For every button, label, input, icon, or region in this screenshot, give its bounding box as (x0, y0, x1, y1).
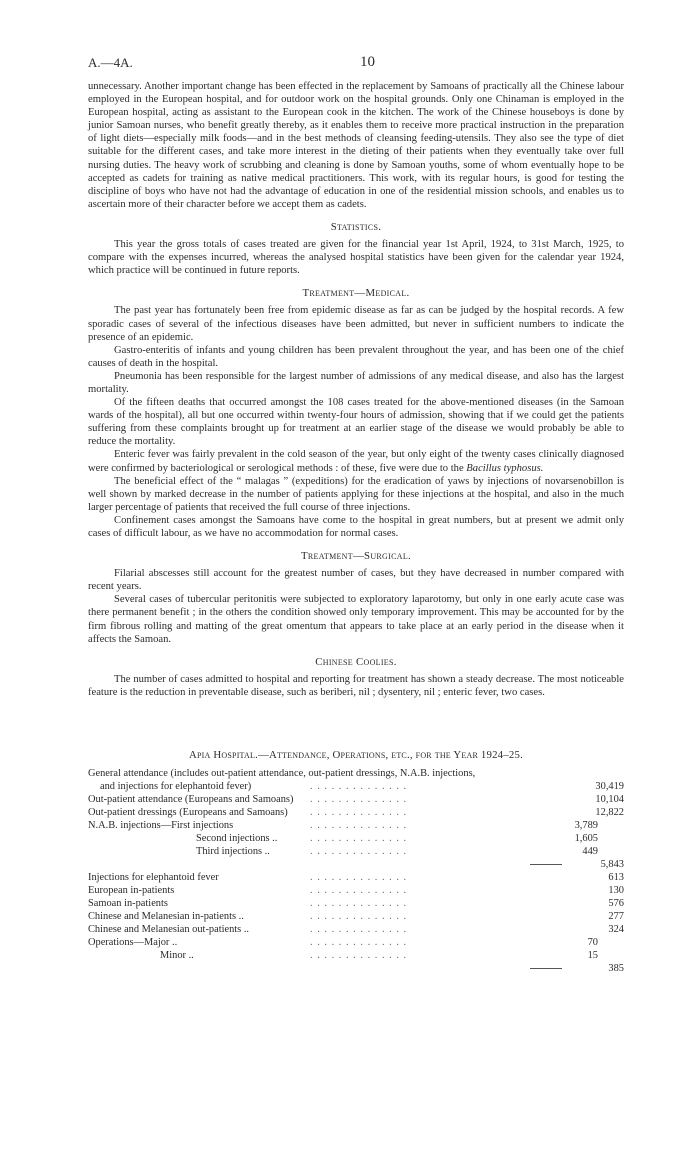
paragraph-medical-2: Gastro-enteritis of infants and young children has been prevalent throughout the year, and has been one of the chief causes of death in the hospital. (88, 344, 624, 369)
table-total-value: 130 (608, 885, 624, 896)
section-heading-medical: Treatment—Medical. (302, 287, 410, 300)
table-total-value: 5,843 (600, 859, 624, 870)
paragraph-medical-4: Of the fifteen deaths that occurred amongst the 108 cases treated for the above-mentioned diseases (in the Samoan wards of the hospital), all but one occurred within twenty-four hours of admission, showing that if we could get the patients suffering from these complaints brought up for treatment at an earlier stage of the disease we would probably be able to reduce the mortality. (88, 397, 624, 448)
table-row (88, 949, 624, 962)
table-row-label: Chinese and Melanesian in-patients .. (88, 911, 244, 922)
table-row (88, 910, 624, 923)
paragraph-statistics: This year the gross totals of cases treated are given for the financial year 1st April, 1924, to 31st March, 1925, to compare with the expenses incurred, whereas the analysed hospital statistics have been given for the calendar year 1924, which practice will be continued in future reports. (88, 239, 624, 277)
table-row-label: and injections for elephantoid fever) (100, 781, 252, 792)
table-total-value: 277 (608, 911, 624, 922)
table-row (88, 897, 624, 910)
paragraph-medical-3: Pneumonia has been responsible for the largest number of admissions of any medical disease, and also has the largest mortality. (88, 370, 624, 395)
leader-dots: . . . . . . . . . . . . . . (310, 794, 408, 805)
table-row-label: Chinese and Melanesian out-patients .. (88, 924, 250, 935)
leader-dots: . . . . . . . . . . . . . . (310, 820, 408, 831)
table-total-value: 30,419 (595, 781, 624, 792)
paragraph-coolies: The number of cases admitted to hospital and reporting for treatment has shown a steady decrease. The most noticeable feature is the reduction in preventable disease, such as beriberi, nil ; dysentery, nil ; enteric fever, two cases. (88, 673, 624, 698)
leader-dots: . . . . . . . . . . . . . . (310, 781, 408, 792)
table-row-label: N.A.B. injections—First injections (88, 820, 234, 831)
table-row (88, 767, 624, 780)
attendance-table (88, 749, 624, 975)
bacillus-name: Bacillus typhosus. (466, 462, 544, 474)
table-row (88, 845, 624, 858)
table-subtotal-value: 70 (587, 937, 598, 948)
paragraph-medical-6: The beneficial effect of the “ malagas ” (expeditions) for the eradication of yaws by injections of novarsenobillon is well shown by marked decrease in the number of patients applying for these injections at the hospital, and also in the much larger percentage of patients that received the full course of three injections. (88, 475, 624, 513)
table-row-label: Minor .. (160, 950, 194, 961)
table-row-label: European in-patients (88, 885, 175, 896)
table-total-value: 613 (608, 872, 624, 883)
table-row-label: Out-patient attendance (Europeans and Samoans) (88, 794, 294, 805)
leader-dots: . . . . . . . . . . . . . . (310, 924, 408, 935)
leader-dots: . . . . . . . . . . . . . . (310, 885, 408, 896)
subtotal-rule (530, 968, 562, 969)
table-rows (88, 780, 624, 975)
page-number: 10 (360, 54, 375, 70)
table-total-value: 10,104 (595, 794, 624, 805)
leader-dots: . . . . . . . . . . . . . . (310, 898, 408, 909)
table-row-label: Injections for elephantoid fever (88, 872, 219, 883)
table-row (88, 884, 624, 897)
table-subtotal-value: 15 (587, 950, 598, 961)
table-row (88, 819, 624, 832)
table-row (88, 780, 624, 793)
table-subtotal-value: 1,605 (574, 833, 598, 844)
paragraph-continued: unnecessary. Another important change has been effected in the replacement by Samoans of practically all the Chinese labour employed in the European hospital, and for outdoor work on the hospital grounds. Only one Chinaman is employed in the European hospital, acting as assistant to the European cook in the kitchen. The work of the Chinese houseboys is done by junior Samoan nurses, who benefit greatly thereby, as it enables them to receive more practical instruction in the preparation of light diets—especially milk foods—and in the best methods of cleansing feeding-utensils. They also see the type of diet suitable for the different cases, and take more interest in the dieting of their patients when they eventually take over full nursing duties. The heavy work of scrubbing and cleaning is done by Samoan youths, some of whom eventually hope to be accepted as cadets for training as native medical practitioners. This work, with its regular hours, is good for testing the discipline of boys who have not had the advantage of education in one of the residential mission schools, and enables us to ascertain more of their character before we accept them as cadets. (88, 81, 624, 210)
table-row (88, 936, 624, 949)
section-heading-surgical: Treatment—Surgical. (300, 550, 411, 563)
leader-dots: . . . . . . . . . . . . . . (310, 846, 408, 857)
leader-dots: . . . . . . . . . . . . . . (310, 950, 408, 961)
table-subtotal-value: 3,789 (574, 820, 598, 831)
paragraph-medical-7: Confinement cases amongst the Samoans have come to the hospital in great numbers, but at present we admit only cases of difficult labour, as we have no accommodation for normal cases. (88, 514, 624, 539)
leader-dots: . . . . . . . . . . . . . . (310, 833, 408, 844)
table-total-value: 12,822 (595, 807, 624, 818)
leader-dots: . . . . . . . . . . . . . . (310, 911, 408, 922)
table-row (88, 962, 624, 975)
table-row-label: Samoan in-patients (88, 898, 168, 909)
paragraph-surgical-2: Several cases of tubercular peritonitis were subjected to exploratory laparotomy, but only in one early acute case was there permanent benefit ; in the others the condition showed only temporary improvement. This may be accounted for by the firm fibrous rolling and matting of the great omentum that appears to take place at an early period in the disease when it affects the Samoan. (88, 594, 624, 645)
table-row-label: Out-patient dressings (Europeans and Samoans) (88, 807, 288, 818)
paragraph-surgical-1: Filarial abscesses still account for the greatest number of cases, but they have decreased in number compared with recent years. (88, 568, 624, 593)
leader-dots: . . . . . . . . . . . . . . (310, 807, 408, 818)
report-reference: A.—4A. (88, 55, 133, 70)
document-body (88, 80, 624, 699)
table-row (88, 806, 624, 819)
table-row-label: General attendance (includes out-patient attendance, out-patient dressings, N.A.B. injections, (88, 768, 476, 779)
table-row (88, 858, 624, 871)
page-header (88, 55, 624, 73)
paragraph-medical-1: The past year has fortunately been free from epidemic disease as far as can be judged by the hospital records. A few sporadic cases of several of the infectious diseases have been admitted, but never in sufficient numbers to indicate the presence of an epidemic. (88, 305, 624, 343)
leader-dots: . . . . . . . . . . . . . . (310, 937, 408, 948)
table-total-value: 576 (608, 898, 624, 909)
table-total-value: 324 (608, 924, 624, 935)
table-row (88, 871, 624, 884)
subtotal-rule (530, 864, 562, 865)
table-title: Apia Hospital.—Attendance, Operations, etc., for the Year 1924–25. (189, 749, 523, 761)
section-heading-statistics: Statistics. (330, 220, 382, 233)
paragraph-medical-5 (88, 448, 624, 474)
table-row-label: Second injections .. (196, 833, 278, 844)
leader-dots: . . . . . . . . . . . . . . (310, 872, 408, 883)
section-heading-coolies: Chinese Coolies. (315, 655, 397, 668)
table-subtotal-value: 449 (582, 846, 598, 857)
table-row-label: Third injections .. (196, 846, 270, 857)
table-row (88, 793, 624, 806)
table-row (88, 923, 624, 936)
table-total-value: 385 (608, 963, 624, 974)
enteric-text: Enteric fever was fairly prevalent in the cold season of the year, but only eight of the twenty cases clinically diagnosed were confirmed by bacteriological or serological methods : of these, five were due to the (88, 449, 624, 474)
table-row (88, 832, 624, 845)
table-row-label: Operations—Major .. (88, 937, 178, 948)
